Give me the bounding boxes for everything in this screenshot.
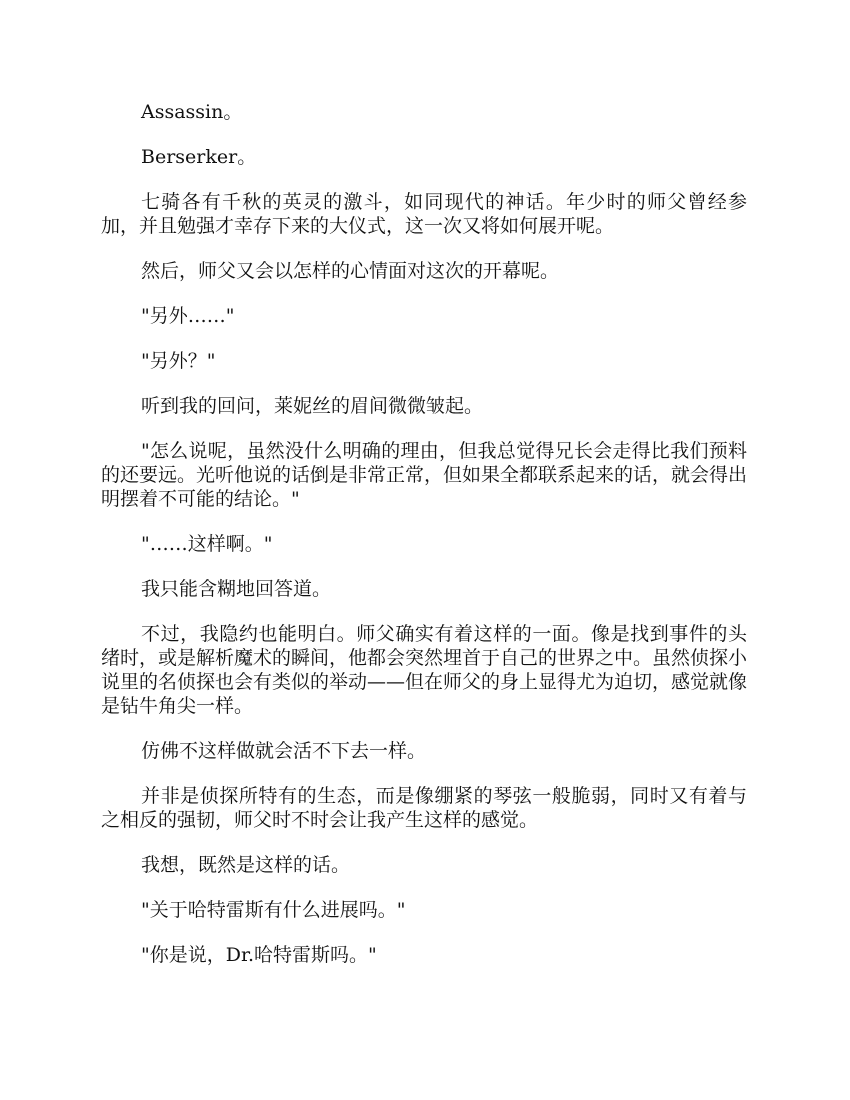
paragraph: "另外……" (141, 305, 235, 327)
paragraph: 不过，我隐约也能明白。师父确实有着这样的一面。像是找到事件的头绪时，或是解析魔术的瞬间，他都会突然埋首于自己的世界之中。虽然侦探小说里的名侦探也会有类似的举动——但在师父的身上显得尤为迫切，感觉就像是钻牛角尖一样。 (101, 623, 748, 717)
paragraph: 仿佛不这样做就会活不下去一样。 (141, 740, 427, 762)
paragraph: 并非是侦探所特有的生态，而是像绷紧的琴弦一般脆弱，同时又有着与之相反的强韧，师父时不时会让我产生这样的感觉。 (101, 785, 747, 831)
paragraph: "你是说，Dr.哈特雷斯吗。" (141, 944, 377, 966)
paragraph: Assassin。 (141, 101, 243, 123)
paragraph: 七骑各有千秋的英灵的激斗，如同现代的神话。年少时的师父曾经参加，并且勉强才幸存下来的大仪式，这一次又将如何展开呢。 (101, 191, 747, 237)
paragraph: 然后，师父又会以怎样的心情面对这次的开幕呢。 (141, 260, 560, 282)
paragraph: Berserker。 (141, 146, 257, 168)
paragraph: "另外？" (141, 350, 216, 372)
paragraph: 我只能含糊地回答道。 (141, 578, 332, 600)
paragraph: "……这样啊。" (141, 533, 273, 555)
paragraph: 我想，既然是这样的话。 (141, 854, 351, 876)
document-page (101, 100, 747, 988)
paragraph: "怎么说呢，虽然没什么明确的理由，但我总觉得兄长会走得比我们预料的还要远。光听他说的话倒是非常正常，但如果全都联系起来的话，就会得出明摆着不可能的结论。" (101, 440, 748, 510)
paragraph: 听到我的回问，莱妮丝的眉间微微皱起。 (141, 395, 484, 417)
paragraph: "关于哈特雷斯有什么进展吗。" (141, 899, 406, 921)
